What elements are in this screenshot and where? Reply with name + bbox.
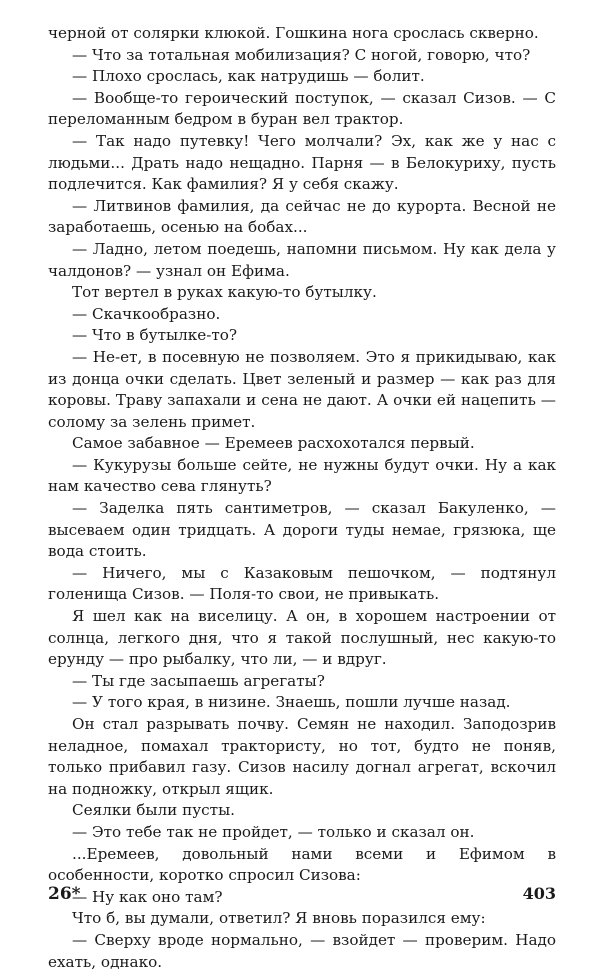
- paragraph: — Литвинов фамилия, да сейчас не до курорта. Весной не заработаешь, осенью на бобах...: [48, 196, 556, 237]
- paragraph: — Заделка пять сантиметров, — сказал Бакуленко, — высеваем один тридцать. А дороги туды немае, грязюка, ще вода стоить.: [48, 499, 556, 561]
- paragraph: — Не-ет, в посевную не позволяем. Это я прикидываю, как из донца очки сделать. Цвет зеленый и размер — как раз для коровы. Траву запахали и сена не дают. А очки ей нацепить — солому за зелень примет.: [48, 347, 556, 431]
- paragraph: Что б, вы думали, ответил? Я вновь поразился ему:: [72, 909, 486, 928]
- paragraph: — Ладно, летом поедешь, напомни письмом. Ну как дела у чалдонов? — узнал он Ефима.: [48, 239, 556, 280]
- paragraph: — Ты где засыпаешь агрегаты?: [72, 671, 325, 690]
- paragraph: — Что в бутылке-то?: [72, 326, 238, 345]
- body-text: [48, 23, 556, 973]
- paragraph: — У того края, в низине. Знаешь, пошли лучше назад.: [72, 693, 511, 712]
- paragraph: — Что за тотальная мобилизация? С ногой, говорю, что?: [72, 45, 531, 64]
- paragraph: — Сверху вроде нормально, — взойдет — проверим. Надо ехать, однако.: [48, 930, 556, 971]
- page-footer: [48, 884, 556, 908]
- paragraph: черной от солярки клюкой. Гошкина нога срослась скверно.: [48, 24, 539, 42]
- paragraph: — Это тебе так не пройдет, — только и сказал он.: [72, 822, 475, 841]
- paragraph: ...Еремеев, довольный нами всеми и Ефимом в особенности, коротко спросил Сизова:: [48, 844, 556, 885]
- paragraph: — Кукурузы больше сейте, не нужны будут очки. Ну а как нам качество сева глянуть?: [48, 455, 556, 496]
- paragraph: Тот вертел в руках какую-то бутылку.: [72, 283, 377, 302]
- paragraph: — Вообще-то героический поступок, — сказал Сизов. — С переломанным бедром в буран вел трактор.: [48, 88, 556, 129]
- page-number: 403: [522, 884, 556, 903]
- paragraph: — Так надо путевку! Чего молчали? Эх, как же у нас с людьми... Драть надо нещадно. Парня — в Белокуриху, пусть подлечится. Как фамилия? Я у себя скажу.: [48, 131, 556, 194]
- paragraph: — Ничего, мы с Казаковым пешочком, — подтянул голенища Сизов. — Поля-то свои, не привыкать.: [48, 563, 556, 604]
- paragraph: — Плохо срослась, как натрудишь — болит.: [72, 67, 425, 86]
- paragraph: Сеялки были пусты.: [72, 801, 235, 820]
- paragraph: — Ну как оно там?: [72, 887, 223, 906]
- paragraph: Самое забавное — Еремеев расхохотался первый.: [72, 434, 475, 453]
- paragraph: Я шел как на виселицу. А он, в хорошем настроении от солнца, легкого дня, что я такой послушный, нес какую-то ерунду — про рыбалку, что ли, — и вдруг.: [48, 607, 556, 669]
- paragraph: — Скачкообразно.: [72, 304, 221, 323]
- signature-mark: 26*: [48, 884, 81, 904]
- paragraph: Он стал разрывать почву. Семян не находил. Заподозрив неладное, помахал трактористу, но тот, будто не поняв, только прибавил газу. Сизов насилу догнал агрегат, вскочил на подножку, открыл ящик.: [48, 715, 556, 798]
